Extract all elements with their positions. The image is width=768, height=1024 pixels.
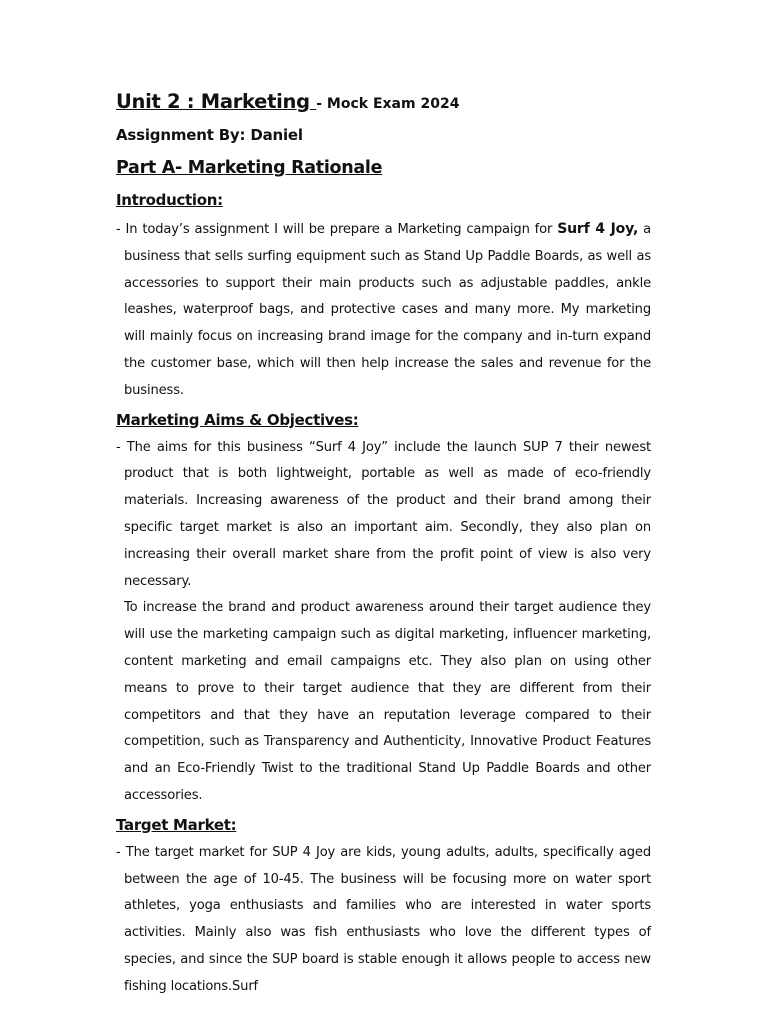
introduction-heading: Introduction: <box>116 191 223 209</box>
introduction-paragraph <box>116 216 651 405</box>
brand-name: Surf 4 Joy, <box>557 221 639 237</box>
aims-paragraph <box>116 435 651 596</box>
bullet-dash: - <box>116 844 126 860</box>
document-page <box>116 86 651 1001</box>
document-title <box>116 86 651 118</box>
bullet-dash: - <box>116 222 126 237</box>
assignment-author: Assignment By: Daniel <box>116 126 303 144</box>
intro-text-end: a business that sells surfing equipment such as Stand Up Paddle Boards, as well as accessories to support their main products such as adjustable paddles, ankle leashes, waterproof bags, and protective cases and many more. My marketing will mainly focus on increasing brand image for the company and in-turn expand the customer base, which will then help increase the sales and revenue for the business. <box>124 222 651 398</box>
aims-paragraph-2: To increase the brand and product awareness around their target audience they will use the marketing campaign such as digital marketing, influencer marketing, content marketing and email campaigns etc. They also plan on using other means to prove to their target audience that they are different from their competitors and that they have an reputation leverage compared to their competition, such as Transparency and Authenticity, Innovative Product Features and an Eco-Friendly Twist to the traditional Stand Up Paddle Boards and other accessories. <box>124 600 651 803</box>
aims-heading: Marketing Aims & Objectives: <box>116 410 359 429</box>
unit-title: Unit 2 : Marketing <box>116 90 317 113</box>
target-market-heading: Target Market: <box>116 815 237 834</box>
aims-text: The aims for this business “Surf 4 Joy” include the launch SUP 7 their newest product that is both lightweight, portable as well as made of eco-friendly materials. Increasing awareness of the product and their brand among their specific target market is also an important aim. Secondly, they also plan on increasing their overall market share from the profit point of view is also very necessary. <box>124 439 651 589</box>
intro-text-start: In today’s assignment I will be prepare a Marketing campaign for <box>125 222 558 237</box>
target-market-paragraph <box>116 840 651 1001</box>
part-title: Part A- Marketing Rationale <box>116 158 383 178</box>
target-text: The target market for SUP 4 Joy are kids, young adults, adults, specifically aged between the age of 10-45. The business will be focusing more on water sport athletes, yoga enthusiasts and families who are interested in water sports activities. Mainly also was fish enthusiasts who love the different types of species, and since the SUP board is stable enough it allows people to access new fishing locations.Surf <box>124 844 651 994</box>
exam-subtitle: - Mock Exam 2024 <box>316 96 460 112</box>
bullet-dash: - <box>116 439 127 455</box>
